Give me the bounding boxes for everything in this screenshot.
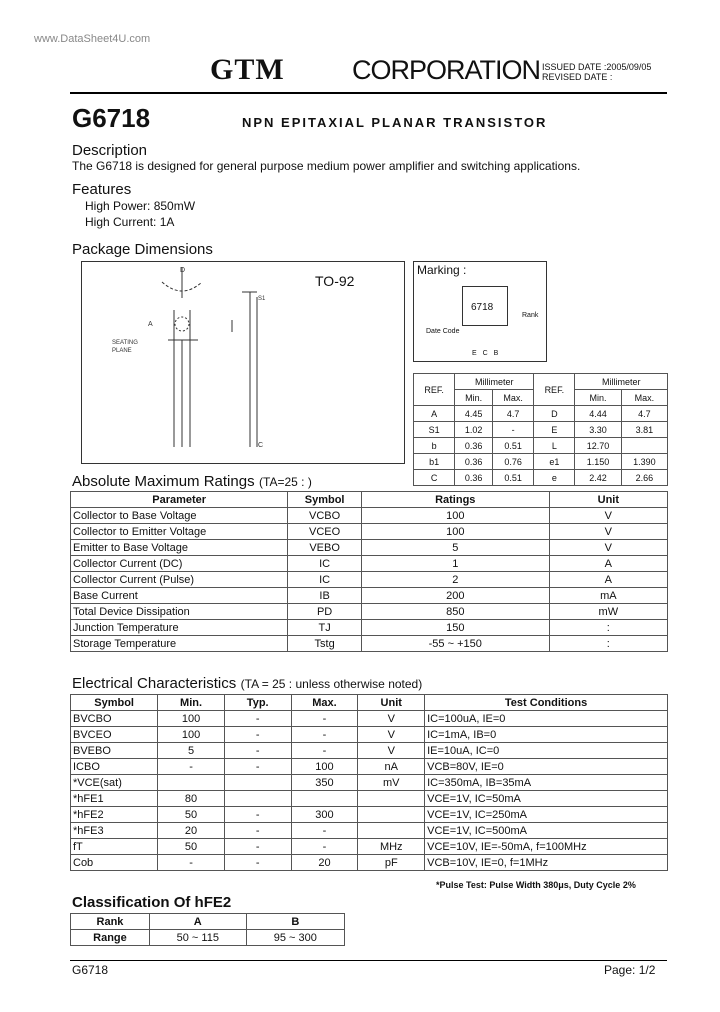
- abs-max-cell: Total Device Dissipation: [71, 604, 288, 620]
- mm-header: Millimeter: [575, 374, 668, 390]
- package-heading: Package Dimensions: [72, 241, 213, 258]
- abs-max-cell: IC: [288, 572, 362, 588]
- dimension-cell: 4.45: [455, 406, 493, 422]
- abs-max-cell: :: [549, 636, 667, 652]
- elec-column-header: Test Conditions: [425, 695, 668, 711]
- package-drawing: [81, 261, 405, 464]
- elec-row: [71, 727, 668, 743]
- abs-max-cell: 200: [361, 588, 549, 604]
- elec-row: [71, 711, 668, 727]
- elec-cell: IC=350mA, IB=35mA: [425, 775, 668, 791]
- dimension-cell: 1.390: [621, 454, 667, 470]
- max-header: Max.: [493, 390, 534, 406]
- abs-max-heading: Absolute Maximum Ratings: [72, 473, 255, 490]
- dimension-cell: 4.7: [621, 406, 667, 422]
- seating-plane-label: PLANE: [112, 348, 132, 354]
- dimension-cell: 0.36: [455, 454, 493, 470]
- elec-cell: 100: [291, 759, 358, 775]
- abs-max-cell: 850: [361, 604, 549, 620]
- elec-cell: BVCEO: [71, 727, 158, 743]
- dimension-cell: C: [414, 470, 455, 486]
- dimension-cell: 1.02: [455, 422, 493, 438]
- elec-cell: -: [224, 839, 291, 855]
- abs-max-title: [72, 473, 312, 491]
- features-heading: Features: [72, 181, 132, 198]
- elec-column-header: Min.: [158, 695, 225, 711]
- elec-cell: *hFE1: [71, 791, 158, 807]
- rank-a-header: A: [149, 914, 246, 930]
- rank-label: Rank: [522, 312, 539, 319]
- date-code-label: Date Code: [426, 328, 460, 335]
- rank-b-header: B: [246, 914, 344, 930]
- elec-cond: (TA = 25 : unless otherwise noted): [240, 677, 423, 691]
- max-header: Max.: [621, 390, 667, 406]
- dimension-cell: 0.51: [493, 470, 534, 486]
- abs-max-cell: 100: [361, 524, 549, 540]
- abs-max-row: [71, 620, 668, 636]
- abs-max-row: [71, 588, 668, 604]
- pulse-test-footnote: *Pulse Test: Pulse Width 380μs, Duty Cycle 2%: [436, 880, 636, 890]
- elec-header-row: [71, 695, 668, 711]
- elec-cell: VCB=10V, IE=0, f=1MHz: [425, 855, 668, 871]
- abs-max-cell: VEBO: [288, 540, 362, 556]
- abs-max-cell: VCBO: [288, 508, 362, 524]
- package-type: TO-92: [315, 273, 355, 289]
- dimension-cell: S1: [414, 422, 455, 438]
- elec-cell: ICBO: [71, 759, 158, 775]
- abs-max-cell: Emitter to Base Voltage: [71, 540, 288, 556]
- abs-max-row: [71, 604, 668, 620]
- dimension-cell: 1.150: [575, 454, 621, 470]
- dimension-cell: L: [534, 438, 575, 454]
- dimension-cell: 4.7: [493, 406, 534, 422]
- elec-cell: -: [158, 855, 225, 871]
- dimension-cell: 0.76: [493, 454, 534, 470]
- abs-max-column-header: Parameter: [71, 492, 288, 508]
- abs-max-cell: Collector Current (Pulse): [71, 572, 288, 588]
- abs-max-cell: Junction Temperature: [71, 620, 288, 636]
- dimension-cell: b1: [414, 454, 455, 470]
- dimension-cell: E: [534, 422, 575, 438]
- abs-max-column-header: Ratings: [361, 492, 549, 508]
- elec-cell: IC=1mA, IB=0: [425, 727, 668, 743]
- ref-header: REF.: [414, 374, 455, 406]
- svg-text:S1: S1: [258, 296, 266, 302]
- elec-cell: -: [158, 759, 225, 775]
- abs-max-cell: V: [549, 524, 667, 540]
- dimension-cell: 4.44: [575, 406, 621, 422]
- dimension-cell: 0.36: [455, 470, 493, 486]
- feature-item: High Power: 850mW: [85, 199, 196, 213]
- elec-column-header: Symbol: [71, 695, 158, 711]
- dimension-cell: 3.81: [621, 422, 667, 438]
- min-header: Min.: [455, 390, 493, 406]
- elec-row: [71, 775, 668, 791]
- abs-max-header-row: [71, 492, 668, 508]
- elec-cell: 100: [158, 711, 225, 727]
- elec-cell: *hFE3: [71, 823, 158, 839]
- elec-rows: [71, 711, 668, 871]
- elec-cell: fT: [71, 839, 158, 855]
- abs-max-cell: Tstg: [288, 636, 362, 652]
- dimension-row: [414, 438, 668, 454]
- dimension-cell: 2.66: [621, 470, 667, 486]
- elec-cell: 350: [291, 775, 358, 791]
- elec-cell: [358, 823, 425, 839]
- marking-label: Marking :: [417, 263, 467, 277]
- elec-cell: VCE=1V, IC=500mA: [425, 823, 668, 839]
- abs-max-cell: mW: [549, 604, 667, 620]
- corporation-title: CORPORATION: [352, 55, 541, 85]
- elec-cell: -: [224, 823, 291, 839]
- abs-max-column-header: Unit: [549, 492, 667, 508]
- elec-cell: VCE=1V, IC=50mA: [425, 791, 668, 807]
- svg-text:A: A: [148, 321, 153, 328]
- abs-max-row: [71, 636, 668, 652]
- elec-cell: BVEBO: [71, 743, 158, 759]
- svg-text:C: C: [258, 442, 264, 449]
- elec-cell: 20: [158, 823, 225, 839]
- abs-max-cell: Collector to Base Voltage: [71, 508, 288, 524]
- elec-cell: IE=10uA, IC=0: [425, 743, 668, 759]
- description-heading: Description: [72, 142, 148, 159]
- abs-max-cell: Base Current: [71, 588, 288, 604]
- dimension-cell: 0.36: [455, 438, 493, 454]
- elec-cell: MHz: [358, 839, 425, 855]
- dimension-cell: 3.30: [575, 422, 621, 438]
- abs-max-cell: 5: [361, 540, 549, 556]
- elec-cell: Cob: [71, 855, 158, 871]
- abs-max-table: [70, 491, 668, 652]
- seating-plane-label: SEATING: [112, 340, 138, 346]
- elec-column-header: Max.: [291, 695, 358, 711]
- elec-heading: Electrical Characteristics: [72, 675, 237, 692]
- abs-max-row: [71, 572, 668, 588]
- elec-cell: -: [224, 711, 291, 727]
- part-description: NPN EPITAXIAL PLANAR TRANSISTOR: [242, 115, 548, 130]
- abs-max-row: [71, 556, 668, 572]
- description-text: The G6718 is designed for general purpose medium power amplifier and switching applications.: [72, 159, 581, 173]
- marking-code: 6718: [471, 302, 494, 313]
- range-label: Range: [71, 930, 150, 946]
- elec-cell: -: [291, 727, 358, 743]
- elec-cell: VCE=1V, IC=250mA: [425, 807, 668, 823]
- dimension-cell: D: [534, 406, 575, 422]
- elec-cell: V: [358, 743, 425, 759]
- abs-max-cell: A: [549, 572, 667, 588]
- elec-title: [72, 675, 422, 693]
- elec-cell: *hFE2: [71, 807, 158, 823]
- abs-max-cell: mA: [549, 588, 667, 604]
- rank-header: Rank: [71, 914, 150, 930]
- elec-cell: nA: [358, 759, 425, 775]
- min-header: Min.: [575, 390, 621, 406]
- dimension-cell: 2.42: [575, 470, 621, 486]
- elec-row: [71, 823, 668, 839]
- elec-cell: 100: [158, 727, 225, 743]
- abs-max-row: [71, 524, 668, 540]
- abs-max-column-header: Symbol: [288, 492, 362, 508]
- elec-row: [71, 759, 668, 775]
- elec-column-header: Unit: [358, 695, 425, 711]
- elec-row: [71, 791, 668, 807]
- elec-cell: 80: [158, 791, 225, 807]
- elec-cell: -: [224, 727, 291, 743]
- elec-cell: -: [224, 807, 291, 823]
- abs-max-cell: 2: [361, 572, 549, 588]
- elec-table: [70, 694, 668, 871]
- elec-cell: VCB=80V, IE=0: [425, 759, 668, 775]
- marking-chip: [462, 286, 508, 326]
- footer-part: G6718: [72, 963, 109, 977]
- abs-max-cell: -55 ~ +150: [361, 636, 549, 652]
- elec-cell: -: [291, 823, 358, 839]
- elec-cell: 50: [158, 807, 225, 823]
- elec-cell: -: [291, 839, 358, 855]
- dimension-cell: e: [534, 470, 575, 486]
- elec-cell: IC=100uA, IE=0: [425, 711, 668, 727]
- elec-cell: V: [358, 727, 425, 743]
- abs-max-cell: Collector Current (DC): [71, 556, 288, 572]
- abs-max-cond: (TA=25 : ): [259, 475, 312, 489]
- abs-max-cell: :: [549, 620, 667, 636]
- watermark: www.DataSheet4U.com: [34, 33, 151, 45]
- elec-cell: [358, 791, 425, 807]
- abs-max-cell: IB: [288, 588, 362, 604]
- footer-page: Page: 1/2: [604, 963, 656, 977]
- abs-max-cell: IC: [288, 556, 362, 572]
- dimension-row: [414, 422, 668, 438]
- abs-max-cell: 150: [361, 620, 549, 636]
- elec-row: [71, 855, 668, 871]
- classification-heading: Classification Of hFE2: [72, 894, 232, 911]
- elec-cell: VCE=10V, IE=-50mA, f=100MHz: [425, 839, 668, 855]
- elec-row: [71, 807, 668, 823]
- header-divider: [70, 92, 667, 94]
- abs-max-cell: Storage Temperature: [71, 636, 288, 652]
- dimension-cell: [621, 438, 667, 454]
- part-number: G6718: [72, 103, 151, 133]
- dimension-cell: A: [414, 406, 455, 422]
- abs-max-cell: 1: [361, 556, 549, 572]
- abs-max-cell: V: [549, 540, 667, 556]
- dimension-rows: [414, 406, 668, 486]
- elec-cell: [158, 775, 225, 791]
- elec-cell: mV: [358, 775, 425, 791]
- mm-header: Millimeter: [455, 374, 534, 390]
- issued-label: ISSUED DATE: [542, 62, 602, 72]
- elec-row: [71, 743, 668, 759]
- elec-cell: 5: [158, 743, 225, 759]
- dimension-cell: b: [414, 438, 455, 454]
- abs-max-rows: [71, 508, 668, 652]
- elec-cell: -: [224, 743, 291, 759]
- range-a: 50 ~ 115: [149, 930, 246, 946]
- elec-row: [71, 839, 668, 855]
- dimension-row: [414, 454, 668, 470]
- elec-cell: [224, 791, 291, 807]
- abs-max-cell: PD: [288, 604, 362, 620]
- elec-column-header: Typ.: [224, 695, 291, 711]
- abs-max-cell: Collector to Emitter Voltage: [71, 524, 288, 540]
- elec-cell: *VCE(sat): [71, 775, 158, 791]
- elec-cell: 300: [291, 807, 358, 823]
- abs-max-cell: VCEO: [288, 524, 362, 540]
- to92-outline-drawing: [82, 262, 404, 463]
- dimension-cell: -: [493, 422, 534, 438]
- range-b: 95 ~ 300: [246, 930, 344, 946]
- elec-cell: -: [291, 743, 358, 759]
- elec-cell: 50: [158, 839, 225, 855]
- elec-cell: -: [224, 759, 291, 775]
- issued-value: :2005/09/05: [603, 62, 652, 72]
- elec-cell: BVCBO: [71, 711, 158, 727]
- elec-cell: V: [358, 711, 425, 727]
- company-logo: GTM: [210, 53, 285, 86]
- abs-max-cell: 100: [361, 508, 549, 524]
- dimension-cell: e1: [534, 454, 575, 470]
- classification-table: [70, 913, 345, 946]
- abs-max-row: [71, 540, 668, 556]
- dimension-cell: 0.51: [493, 438, 534, 454]
- footer-divider: [70, 960, 667, 961]
- feature-item: High Current: 1A: [85, 215, 175, 229]
- dimension-row: [414, 470, 668, 486]
- revised-label: REVISED DATE :: [542, 72, 613, 82]
- ref-header: REF.: [534, 374, 575, 406]
- svg-text:D: D: [180, 267, 186, 274]
- elec-cell: [358, 807, 425, 823]
- abs-max-cell: V: [549, 508, 667, 524]
- elec-cell: 20: [291, 855, 358, 871]
- elec-cell: pF: [358, 855, 425, 871]
- abs-max-row: [71, 508, 668, 524]
- elec-cell: [291, 791, 358, 807]
- elec-cell: [224, 775, 291, 791]
- abs-max-cell: A: [549, 556, 667, 572]
- elec-cell: -: [291, 711, 358, 727]
- abs-max-cell: TJ: [288, 620, 362, 636]
- dimension-cell: 12.70: [575, 438, 621, 454]
- elec-cell: -: [224, 855, 291, 871]
- marking-box: [413, 261, 547, 362]
- dimension-table: [413, 373, 668, 486]
- issue-dates: [542, 62, 651, 82]
- pin-labels: E C B: [472, 350, 499, 357]
- dimension-row: [414, 406, 668, 422]
